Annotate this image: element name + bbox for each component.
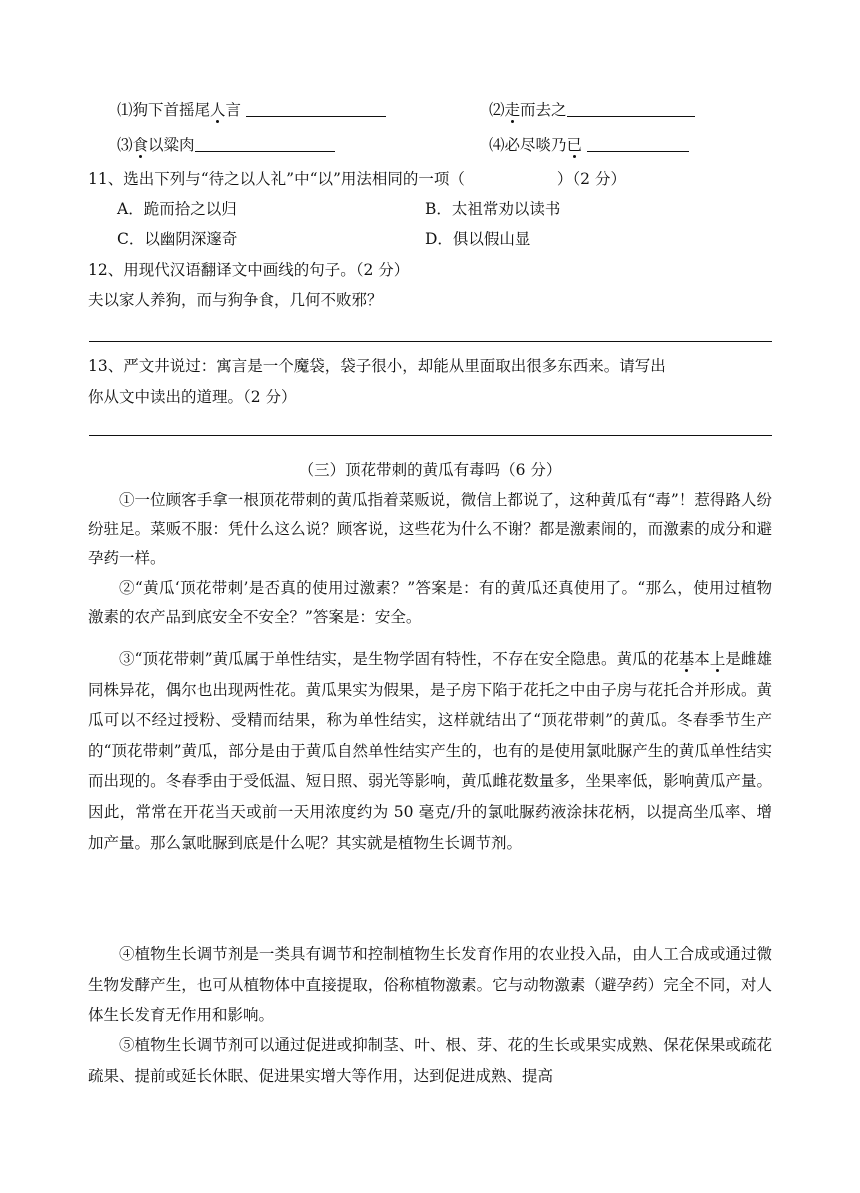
q10-item-3: ⑶食以粱肉	[117, 131, 335, 159]
q11-option-d[interactable]: D．俱以假山显	[425, 230, 531, 248]
q13-line-1: 13、严文井说过：寓言是一个魔袋，袋子很小，却能从里面取出很多东西来。请写出	[88, 357, 666, 375]
paragraph-2: ②“黄瓜‘顶花带刺’是否真的使用过激素？”答案是：有的黄瓜还真使用了。“那么，使用过植物激素的农产品到底安全不安全？”答案是：安全。	[88, 579, 772, 626]
q13-answer-line[interactable]	[89, 435, 772, 436]
q10-item-4: ⑷必尽啖乃已	[489, 131, 689, 159]
emphasis-dot-char: 人	[210, 101, 226, 119]
emphasis-dot-char: 食	[132, 136, 149, 154]
emphasis-dot-char: 已	[566, 136, 583, 154]
q11-option-c[interactable]: C．以幽阴深邃奇	[117, 230, 238, 248]
answer-blank[interactable]	[567, 98, 695, 117]
q12-stem: 12、用现代汉语翻译文中画线的句子。（2 分）	[88, 261, 410, 279]
answer-blank[interactable]	[195, 133, 335, 152]
answer-blank[interactable]	[587, 133, 689, 152]
emphasis-dot-char: 走	[504, 101, 521, 119]
paragraph-1: ①一位顾客手拿一根顶花带刺的黄瓜指着菜贩说，微信上都说了，这种黄瓜有“毒”！惹得路人纷纷驻足。菜贩不服：凭什么这么说？顾客说，这些花为什么不谢？都是激素闹的，而激素的成分和避孕药一样。	[88, 491, 772, 567]
q12-sentence: 夫以家人养狗，而与狗争食，几何不败邪？	[88, 291, 383, 309]
paragraph-3: ③“顶花带刺”黄瓜属于单性结实，是生物学固有特性，不存在安全隐患。黄瓜的花基本上是雌雄同株异花，偶尔也出现两性花。黄瓜果实为假果，是子房下陷于花托之中由子房与花托合并形成。黄瓜可以不经过授粉、受精而结果，称为单性结实，这样就结出了“顶花带刺”的黄瓜。冬春季节生产的“顶花带刺”黄瓜，部分是由于黄瓜自然单性结实产生的，也有的是使用氯吡脲产生的黄瓜单性结实而出现的。冬春季由于受低温、短日照、弱光等影响，黄瓜雌花数量多，坐果率低，影响黄瓜产量。因此，常常在开花当天或前一天用浓度约为 50 毫克/升的氯吡脲药液涂抹花柄，以提高坐瓜率、增加产量。那么氯吡脲到底是什么呢？其实就是植物生长调节剂。	[88, 650, 772, 852]
answer-blank[interactable]	[246, 98, 386, 117]
q10-row-2	[117, 131, 737, 159]
q10-row-1	[117, 96, 737, 124]
q11-stem: 11、选出下列与“待之以人礼”中“以”用法相同的一项（ ）（2 分）	[88, 170, 626, 188]
paragraph-5: ⑤植物生长调节剂可以通过促进或抑制茎、叶、根、芽、花的生长或果实成熟、保花保果或疏花疏果、提前或延长休眠、促进果实增大等作用，达到促进成熟、提高	[88, 1036, 772, 1085]
q12-answer-line[interactable]	[89, 341, 772, 342]
section-title: （三）顶花带刺的黄瓜有毒吗（6 分）	[298, 461, 562, 479]
q13-line-2: 你从文中读出的道理。（2 分）	[88, 388, 297, 406]
q10-item-1: ⑴狗下首摇尾人言	[117, 96, 386, 124]
emphasis-dot-char: 上	[709, 650, 726, 668]
paragraph-4: ④植物生长调节剂是一类具有调节和控制植物生长发育作用的农业投入品，由人工合成或通过微生物发酵产生，也可从植物体中直接提取，俗称植物激素。它与动物激素（避孕药）完全不同，对人体生长发育无作用和影响。	[88, 945, 772, 1025]
q11-option-b[interactable]: B．太祖常劝以读书	[425, 200, 561, 218]
q10-item-2: ⑵走而去之	[489, 96, 695, 124]
q11-option-a[interactable]: A．跪而拾之以归	[117, 200, 237, 218]
emphasis-dot-char: 基	[678, 650, 695, 668]
